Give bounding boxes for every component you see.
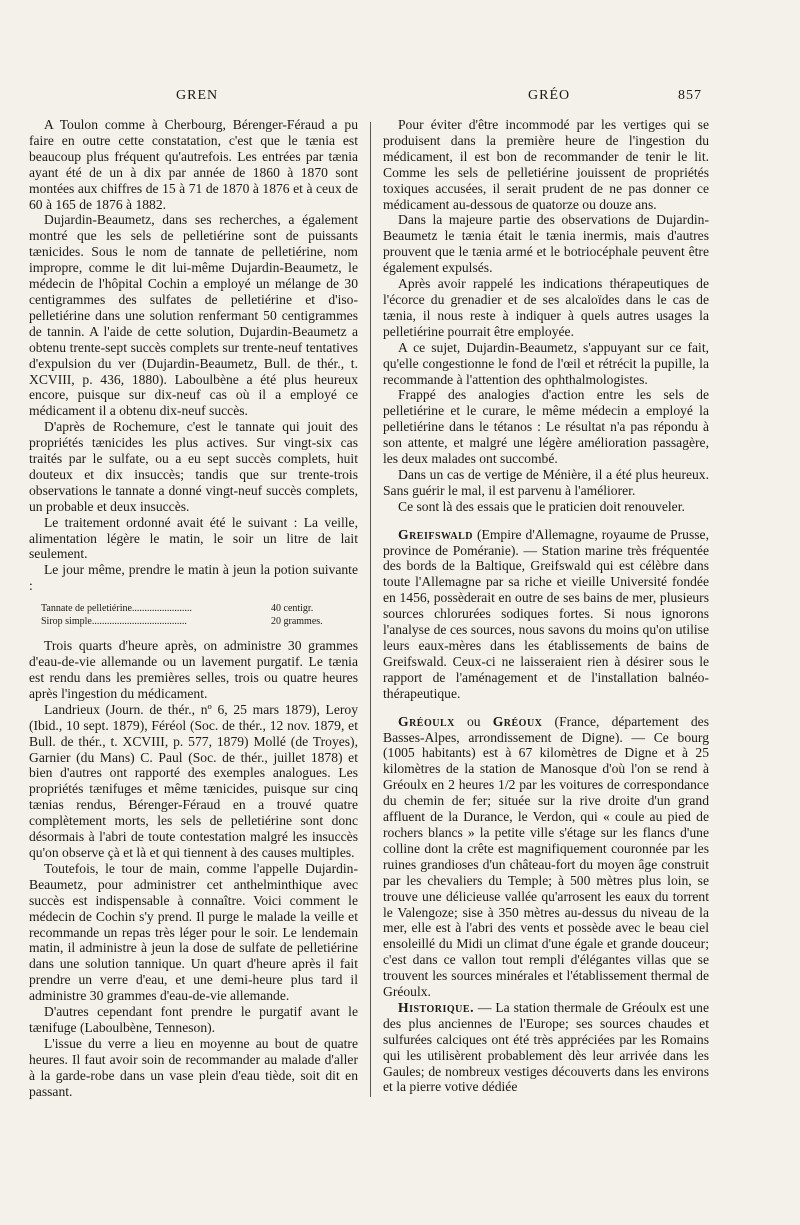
entry-text: (France, département des Basses-Alpes, arrondissement de Digne). — Ce bourg (1005 habitants) est à 67 kilomètres de Digne et à 25 kilomètres de la station de Manosque d'où l'on se rend à Gréoulx en 2 heures 1/2 par les voitures de correspondance du chemin de fer; située sur la rive droite d'un grand affluent de la Durance, le Verdon, qui « coule au pied de rochers blancs » la petite ville s'étage sur les flancs d'une colline dont la crête est magnifiquement couronnée par les ruines grandioses d'un château-fort du moyen âge construit par les chevaliers du Temple; à 500 mètres plus loin, se trouve une délicieuse vallée qu'arrosent les eaux du torrent le Valengoze; sise à 350 mètres au-dessus du niveau de la mer, elle est à l'abri des vents et possède avec le beau ciel ensoleillé du Midi un climat d'une égale et grande douceur; c'est dans ce vallon tout rempli d'élégantes villas que se trouvent les sources minérales et l'établissement thermal de Gréoulx. xyxy=(383,713,710,1000)
right-column xyxy=(383,117,709,1095)
paragraph: Ce sont là des essais que le praticien doit renouveler. xyxy=(398,498,685,514)
paragraph: Dujardin-Beaumetz, dans ses recherches, a également montré que les sels de pelletiérine sont de puissants tænicides. Sous le nom de tannate de pelletiérine, nom impropre, comme le dit lui-même Dujardin-Beaumetz, le médecin de l'hôpital Cochin a employé un mélange de 30 centigrammes des sulfates de pelletiérine et d'iso-pelletiérine dans une solution renfermant 50 centigrammes de tannin. A l'aide de cette solution, Dujardin-Beaumetz a obtenu trente-sept succès complets sur trente-neuf tentatives d'expulsion du ver (Dujardin-Beaumetz, Bull. de thér., t. XCVIII, p. 436, 1880). Laboulbène a été plus heureux encore, puisque sur dix-neuf cas où il a employé ce médicament il a obtenu dix-neuf succès. xyxy=(29,212,358,419)
entry-heading: Greifswald xyxy=(398,526,474,542)
paragraph: A ce sujet, Dujardin-Beaumetz, s'appuyant sur ce fait, qu'elle congestionne le fond de l'œil et rétrécit la pupille, la recommande à l'attention des ophthalmologistes. xyxy=(383,339,709,387)
recipe-quantity: 40 centigr. xyxy=(271,603,314,615)
column-divider xyxy=(370,122,371,1097)
paragraph: Landrieux (Journ. de thér., nº 6, 25 mars 1879), Leroy (Ibid., 10 sept. 1879), Féréol (Soc. de thér., 12 nov. 1879, et Bull. de thér., t. XCVIII, p. 577, 1879) Mollé (de Troyes), Garnier (du Mans) C. Paul (Soc. de thér., juillet 1878) et bien d'autres ont rapporté des exemples analogues. Les propriétés tænifuges et même tænicides, puisque sur cinq tænias rendus, Bérenger-Féraud en a trouvé quatre complètement morts, les sels de pelletiérine sont donc désormais à l'abri de toute contestation malgré les insuccès qu'on observe çà et là et qui tiennent à des causes multiples. xyxy=(29,701,358,860)
paragraph: Dans la majeure partie des observations de Dujardin-Beaumetz le tænia était le tænia inermis, mais d'autres prouvent que le tænia armé et le botriocéphale peuvent être également expulsés. xyxy=(383,212,709,276)
entry-greifswald xyxy=(383,527,709,702)
paragraph: Frappé des analogies d'action entre les sels de pelletiérine et le curare, le même médecin a employé la pelletiérine dans le tétanos : Le résultat n'a pas répondu à son attente, et malgré une légère amélioration passagère, les deux malades ont succombé. xyxy=(383,387,709,467)
recipe-ingredient: Tannate de pelletiérine........................ xyxy=(41,603,192,615)
recipe-ingredient: Sirop simple...................................... xyxy=(41,616,187,628)
paragraph: L'issue du verre a lieu en moyenne au bout de quatre heures. Il faut avoir soin de recommander au malade d'aller à la garde-robe dans un vase plein d'eau tiède, soit dit en passant. xyxy=(29,1035,358,1099)
recipe-table xyxy=(41,602,358,628)
subheading-text: — La station thermale de Gréoulx est une des plus anciennes de l'Europe; ses sources chaudes et sulfurées calciques ont été très appréciées par les Romains qui les utilisèrent probablement dès leur arrivée dans les Gaules; de nombreux vestiges découverts dans les environs et la pierre votive dédiée xyxy=(383,999,709,1095)
paragraph: Toutefois, le tour de main, comme l'appelle Dujardin-Beaumetz, pour administrer cet anthelminthique avec succès est indispensable à connaître. Voici comment le médecin de Cochin s'y prend. Il purge le malade la veille et recommande un repas très léger pour le soir. Le lendemain matin, il administre à jeun la dose de sulfate de pelletiérine dans une solution tannique. Un quart d'heure après il fait prendre un verre d'eau, et une demi-heure plus tard il administre 30 grammes d'eau-de-vie allemande. xyxy=(29,860,358,1004)
recipe-quantity: 20 grammes. xyxy=(271,616,323,628)
paragraph: Le jour même, prendre le matin à jeun la potion suivante : xyxy=(29,562,358,594)
subheading: Historique. xyxy=(398,999,474,1015)
running-head-left: GREN xyxy=(176,88,219,103)
page-number: 857 xyxy=(678,88,702,103)
entry-heading-variant: Gréoux xyxy=(492,713,543,729)
recipe-row xyxy=(41,615,358,628)
entry-greoulx xyxy=(383,714,709,1000)
paragraph: Le traitement ordonné avait été le suivant : La veille, alimentation légère le matin, le soir un litre de lait seulement. xyxy=(29,514,358,562)
paragraph: Après avoir rappelé les indications thérapeutiques de l'écorce du grenadier et de ses alcaloïdes dans le cas de tænia, il nous reste à indiquer à quels autres usages la pelletiérine pourrait être employée. xyxy=(383,276,709,339)
entry-historique xyxy=(383,1000,709,1095)
left-column xyxy=(29,117,358,1099)
recipe-row xyxy=(41,602,358,615)
entry-text: (Empire d'Allemagne, royaume de Prusse, province de Poméranie). — Station marine très fréquentée des bords de la Baltique, Greifswald qui est célèbre dans toute l'Allemagne par sa riche et vieille Université fondée en 1456, possèderait en outre de ses bains de mer, plusieurs sources chlorurées sodiques fortes. Si nous ignorons l'analyse de ces sources, nous savons du moins qu'on utilise leurs eaux-mères dans les établissements de bains de Greifswald. Ceux-ci ne laisseraient rien à désirer sous le rapport de l'aménagement et de l'installation balnéo-thérapeutique. xyxy=(383,526,709,701)
entry-heading: Gréoulx xyxy=(398,713,455,729)
paragraph: Pour éviter d'être incommodé par les vertiges qui se produisent dans la première heure de l'ingestion du médicament, il est bon de recommander de tenir le lit. Comme les sels de pelletiérine jouissent de propriétés toxiques accusées, il serait prudent de ne pas donner ce médicament au-dessous de quatorze ou douze ans. xyxy=(383,117,709,212)
paragraph: Dans un cas de vertige de Ménière, il a été plus heureux. Sans guérir le mal, il est parvenu à l'améliorer. xyxy=(383,466,709,498)
running-head-center: GRÉO xyxy=(528,88,571,103)
paragraph: A Toulon comme à Cherbourg, Bérenger-Féraud a pu faire en outre cette constatation, c'est que le tænia est beaucoup plus fréquent qu'autrefois. Les entrées par tænia ayant été de un à dix par année de 1860 à 1870 sont montées aux chiffres de 15 à 71 de 1870 à 1876 et à ceux de 60 à 165 de 1876 à 1882. xyxy=(29,117,358,212)
paragraph: D'autres cependant font prendre le purgatif avant le tænifuge (Laboulbène, Tenneson). xyxy=(29,1004,358,1035)
paragraph: Trois quarts d'heure après, on administre 30 grammes d'eau-de-vie allemande ou un lavement purgatif. Le tænia est rendu dans les premières selles, trois ou quatre heures après l'ingestion du médicament. xyxy=(29,638,358,701)
paragraph: D'après de Rochemure, c'est le tannate qui jouit des propriétés tænicides les plus actives. Sur vingt-six cas traités par le sulfate, ou a eu sept succès complets, huit douteux et dix insuccès; tandis que sur trente-trois observations le tannate a donné vingt-neuf succès complets, un probable et deux insuccès. xyxy=(29,419,358,514)
entry-conjunction: ou xyxy=(454,713,493,729)
